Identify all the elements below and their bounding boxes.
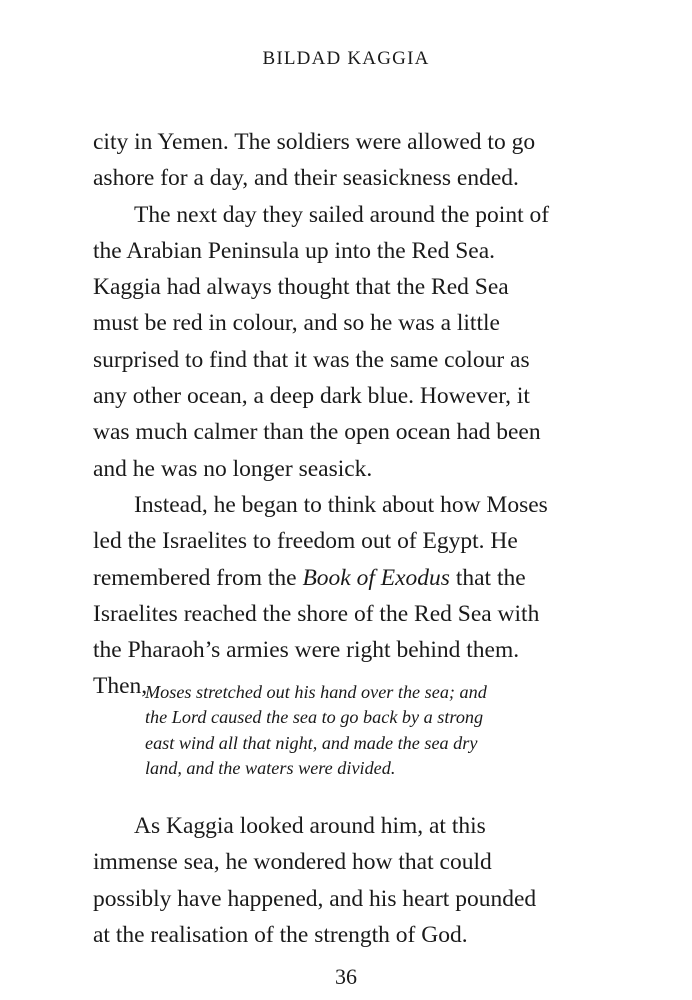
running-head: BILDAD KAGGIA (262, 48, 430, 69)
text-line: was much calmer than the open ocean had been (93, 419, 541, 446)
text-line: city in Yemen. The soldiers were allowed to go (93, 129, 536, 155)
text-line: the Pharaoh’s armies were right behind them. (93, 637, 520, 664)
text-line: led the Israelites to freedom out of Egypt. He (93, 528, 518, 555)
text-span: remembered from the (93, 564, 303, 591)
text-line: ashore for a day, and their seasickness ended. (93, 165, 519, 192)
text-line: at the realisation of the strength of God. (93, 921, 468, 948)
text-line: Kaggia had always thought that the Red Sea (93, 274, 509, 301)
text-line: Israelites reached the shore of the Red Sea with (93, 600, 540, 627)
text-line: As Kaggia looked around him, at this (134, 813, 486, 839)
text-line: Instead, he began to think about how Moses (134, 491, 548, 518)
text-line: Then, (93, 673, 148, 700)
block-quote (145, 680, 585, 781)
text-line (93, 560, 613, 596)
text-line: The next day they sailed around the point of (134, 201, 550, 228)
main-text (93, 124, 613, 705)
quote-line: east wind all that night, and made the sea dry (145, 732, 478, 753)
quote-line: Moses stretched out his hand over the sea; and (145, 682, 487, 702)
text-span: that the (449, 564, 526, 591)
quote-line: the Lord caused the sea to go back by a strong (145, 707, 484, 728)
page-number: 36 (335, 964, 357, 989)
text-line: and he was no longer seasick. (93, 455, 373, 482)
text-line: the Arabian Peninsula up into the Red Sea. (93, 237, 496, 264)
text-line: any other ocean, a deep dark blue. However, it (93, 383, 530, 410)
text-line: immense sea, he wondered how that could (93, 849, 492, 876)
text-line: surprised to find that it was the same colour as (93, 346, 530, 373)
book-title: Book of Exodus (302, 564, 450, 591)
closing-paragraph (93, 808, 613, 953)
quote-line: land, and the waters were divided. (145, 757, 396, 778)
text-line: must be red in colour, and so he was a little (93, 310, 500, 337)
text-line: possibly have happened, and his heart pounded (93, 885, 537, 912)
